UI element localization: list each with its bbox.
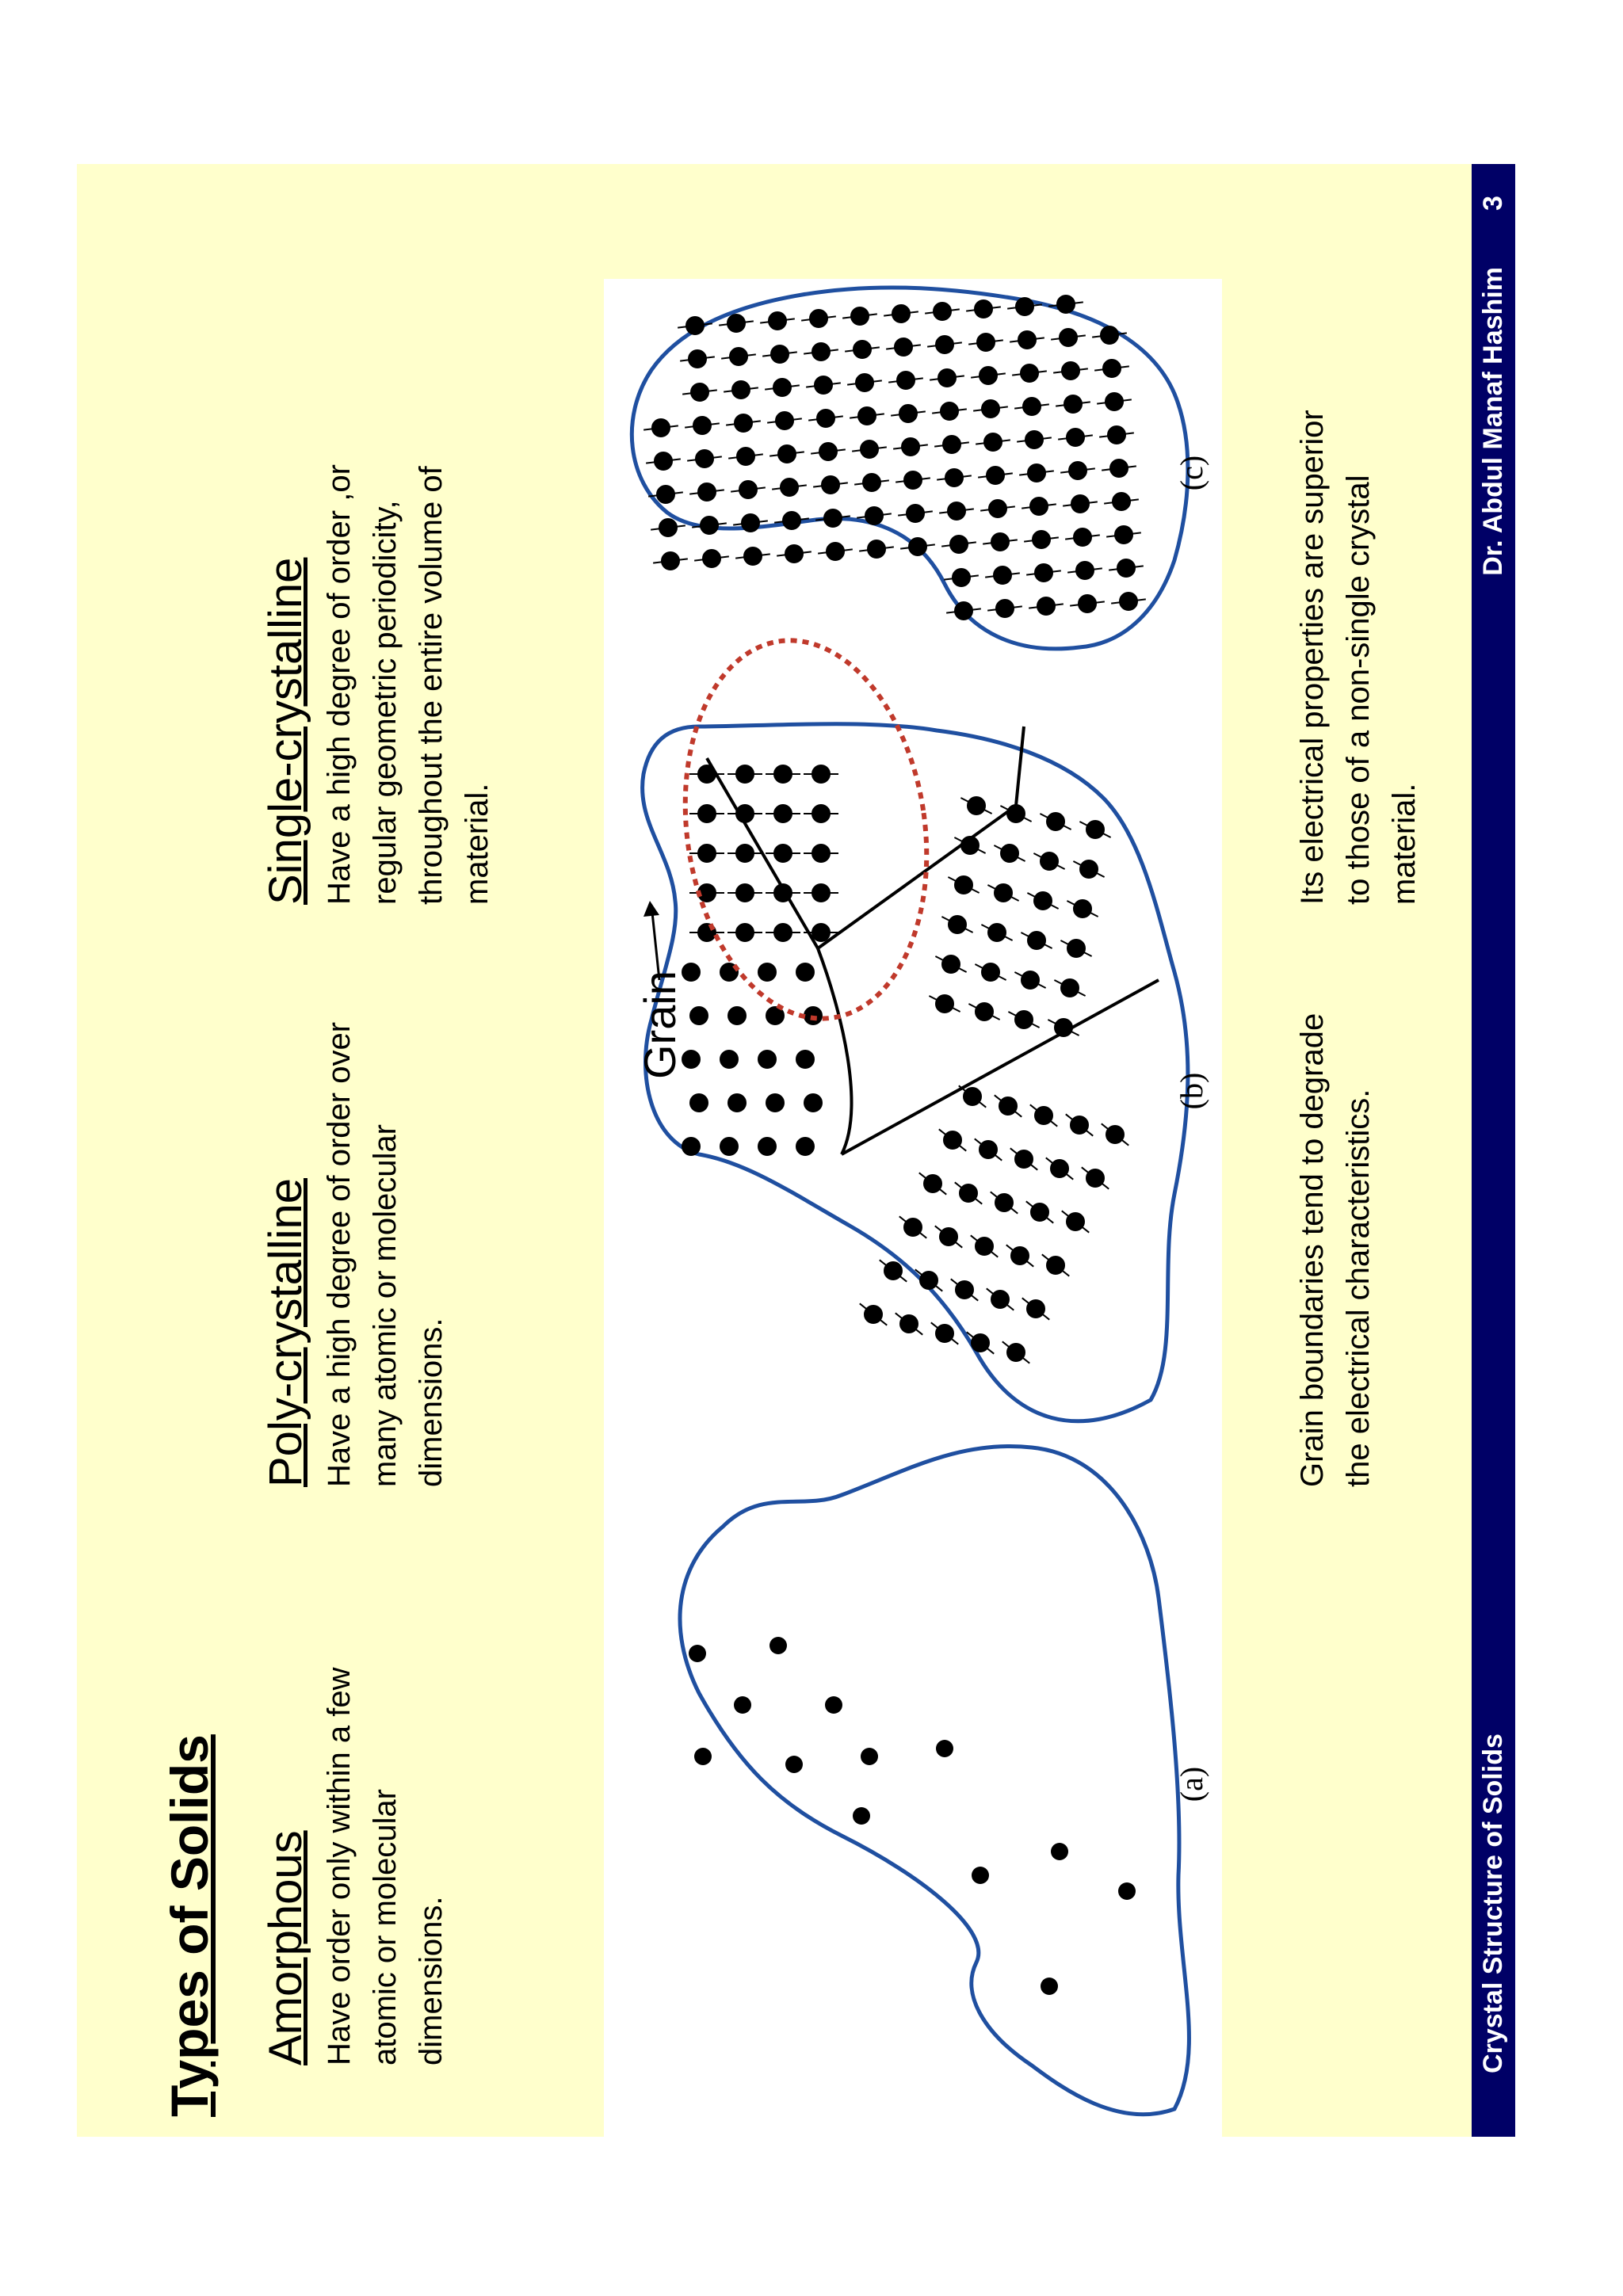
grain-label: Grain: [635, 971, 685, 1079]
footer-author: Dr. Abdul Manaf Hashim: [1478, 267, 1508, 576]
atom: [682, 1051, 700, 1068]
atom: [1018, 331, 1036, 349]
atom: [766, 1094, 784, 1112]
atom: [854, 341, 871, 358]
atom: [1118, 1882, 1136, 1900]
atom: [856, 374, 873, 391]
solids-diagram: [604, 279, 1222, 2137]
atom: [1047, 1257, 1064, 1274]
atom: [1025, 431, 1043, 448]
atom: [819, 443, 837, 460]
atom: [1106, 393, 1123, 410]
text-singlecrystalline: Have a high degree of order ,or regular geometric periodicity, throughout the entire volume of material.: [322, 464, 495, 905]
atom: [701, 517, 718, 534]
atom: [812, 884, 830, 902]
atom: [907, 505, 924, 522]
atom: [1117, 559, 1135, 577]
slide: [77, 164, 1515, 2137]
atom: [996, 600, 1014, 617]
atom: [774, 765, 792, 783]
atom: [659, 519, 677, 536]
atom: [991, 533, 1009, 551]
atom: [955, 876, 972, 894]
atom: [988, 924, 1006, 941]
atom: [961, 837, 979, 854]
atom: [1086, 821, 1104, 838]
atom: [736, 924, 754, 941]
atom: [1080, 860, 1098, 878]
atom: [774, 805, 792, 822]
atom: [984, 433, 1002, 451]
atom: [698, 805, 716, 822]
atom: [1067, 1213, 1084, 1230]
atom: [815, 376, 832, 394]
figure-label-c: (c): [1174, 455, 1209, 491]
atom: [853, 1807, 870, 1825]
atom: [769, 312, 786, 330]
atom: [975, 300, 992, 318]
atom: [682, 963, 700, 981]
atom: [1033, 531, 1050, 548]
atom: [827, 543, 844, 560]
atom: [949, 916, 966, 933]
atom: [1120, 593, 1137, 610]
atom: [744, 547, 762, 565]
atom: [945, 469, 963, 486]
atom: [824, 509, 842, 527]
heading-singlecrystalline: Single-crystalline: [260, 557, 311, 905]
atom: [1106, 1126, 1124, 1143]
atom: [868, 540, 885, 558]
atom: [728, 1007, 746, 1024]
atom: [1037, 597, 1055, 615]
atom: [1086, 1169, 1104, 1187]
atom: [810, 310, 827, 327]
atom: [1071, 1116, 1088, 1134]
atom: [774, 884, 792, 902]
atom: [982, 963, 999, 981]
atom: [778, 445, 796, 463]
atom: [785, 1756, 803, 1773]
atom: [1074, 900, 1091, 917]
grain-arrow: [651, 905, 659, 980]
atom: [727, 315, 745, 332]
atom: [1041, 852, 1058, 870]
amorphous-figure: [680, 1446, 1209, 2114]
atom: [825, 1696, 842, 1714]
atom: [720, 1138, 738, 1155]
atom: [736, 805, 754, 822]
atom: [758, 1138, 776, 1155]
atom: [1110, 460, 1128, 477]
text-polycrystalline: Have a high degree of order over many atomic or molecular dimensions.: [322, 1021, 449, 1487]
atom: [812, 845, 830, 862]
atom: [812, 924, 830, 941]
atom: [938, 369, 956, 387]
atom: [920, 1272, 938, 1289]
atom: [994, 566, 1011, 584]
atom: [991, 1291, 1009, 1308]
atom: [1074, 528, 1091, 546]
atom: [812, 765, 830, 783]
atom: [812, 343, 830, 360]
atom: [1041, 1978, 1058, 1995]
atom: [1103, 360, 1121, 377]
atom: [977, 334, 995, 351]
atom: [943, 436, 960, 453]
atom: [773, 379, 791, 396]
atom: [730, 348, 747, 365]
atom: [924, 1175, 941, 1192]
atom: [769, 1637, 787, 1654]
atom: [1108, 426, 1125, 444]
atom: [953, 569, 970, 586]
atom: [690, 1007, 708, 1024]
atom: [1035, 564, 1052, 582]
atom: [1057, 296, 1075, 313]
atom: [758, 963, 776, 981]
atom: [739, 481, 757, 498]
atom: [698, 483, 716, 501]
atom: [691, 383, 708, 401]
atom: [732, 381, 750, 399]
atom: [989, 500, 1006, 517]
atom: [736, 884, 754, 902]
atom: [909, 538, 926, 555]
atom: [1016, 298, 1033, 315]
atom: [1021, 364, 1038, 382]
slide-title: Types of Solids: [160, 1734, 219, 2117]
atom: [936, 1740, 953, 1757]
atom: [771, 345, 789, 363]
atom: [703, 550, 720, 567]
atom: [976, 1238, 993, 1255]
atom: [941, 402, 958, 420]
heading-polycrystalline: Poly-crystalline: [260, 1178, 311, 1487]
atom: [822, 476, 839, 494]
atom: [728, 1094, 746, 1112]
atom: [948, 502, 965, 520]
atom: [1113, 493, 1130, 510]
atom: [1055, 1019, 1072, 1036]
atom: [689, 350, 706, 368]
atom: [1011, 1247, 1029, 1264]
atom: [1047, 813, 1064, 830]
atom: [1023, 398, 1041, 415]
atom: [796, 1138, 814, 1155]
atom: [858, 407, 876, 425]
atom: [936, 1325, 953, 1342]
polycrystalline-figure: [635, 624, 1209, 1421]
atom: [776, 412, 793, 429]
atom: [884, 1262, 902, 1280]
atom: [972, 1334, 989, 1352]
atom: [892, 305, 910, 322]
atom: [1028, 464, 1045, 482]
atom: [734, 1696, 751, 1714]
atom: [742, 514, 759, 532]
atom: [1071, 495, 1089, 513]
atom: [1061, 979, 1079, 997]
atom: [783, 512, 800, 529]
atom: [980, 1141, 997, 1158]
atom: [950, 536, 968, 553]
atom: [995, 1194, 1013, 1211]
atom: [652, 419, 670, 437]
atom: [936, 995, 953, 1013]
atom: [1064, 395, 1082, 413]
atom: [980, 367, 997, 384]
atom: [955, 602, 972, 620]
atom: [1007, 805, 1025, 822]
atom: [904, 1219, 922, 1236]
atom: [689, 1645, 706, 1662]
atom: [657, 486, 674, 503]
atom: [944, 1131, 961, 1149]
atom: [1067, 429, 1084, 446]
atom: [774, 924, 792, 941]
atom: [1015, 1150, 1033, 1168]
atom: [976, 1003, 993, 1020]
atom: [1062, 362, 1079, 379]
atom: [895, 338, 912, 356]
atom: [861, 441, 878, 458]
atom: [851, 307, 869, 325]
figure-label-a: (a): [1174, 1766, 1209, 1802]
atom: [956, 1281, 973, 1299]
atom: [936, 336, 953, 353]
note-polycrystalline: Grain boundaries tend to degrade the electrical characteristics.: [1295, 1013, 1376, 1487]
singlecrystalline-figure: [632, 288, 1209, 649]
atom: [720, 1051, 738, 1068]
atom: [698, 845, 716, 862]
atom: [1031, 1203, 1048, 1221]
atom: [1101, 326, 1118, 344]
atom: [861, 1748, 878, 1765]
footer-bar: [1472, 164, 1515, 2137]
polycrystalline-outline: [643, 724, 1188, 1421]
figure-label-b: (b): [1174, 1072, 1209, 1110]
atom: [1030, 498, 1048, 515]
atom: [1007, 1344, 1025, 1361]
page-number: 3: [1478, 196, 1508, 211]
atom: [897, 372, 915, 389]
atom: [1035, 1107, 1052, 1124]
atom: [899, 405, 917, 422]
atom: [693, 417, 711, 434]
atom: [737, 448, 754, 465]
atom: [1060, 329, 1077, 346]
atom: [686, 317, 704, 334]
amorphous-outline: [680, 1446, 1189, 2114]
atom: [796, 1051, 814, 1068]
atom: [1034, 892, 1052, 910]
atom: [817, 410, 834, 427]
atom: [1028, 932, 1045, 949]
atom: [1067, 940, 1085, 957]
atom: [1115, 526, 1132, 543]
atom: [964, 1088, 981, 1105]
atom: [735, 414, 752, 432]
atom: [1076, 562, 1094, 579]
text-amorphous: Have order only within a few atomic or molecular dimensions.: [322, 1667, 449, 2065]
atom: [655, 452, 672, 470]
atom: [942, 955, 960, 973]
atom: [698, 765, 716, 783]
atom: [812, 805, 830, 822]
atom: [987, 467, 1004, 484]
atom: [781, 479, 798, 496]
heading-amorphous: Amorphous: [260, 1830, 311, 2065]
atom: [690, 1094, 708, 1112]
atom: [662, 552, 679, 570]
atom: [804, 1094, 822, 1112]
atom: [904, 471, 922, 489]
atom: [960, 1184, 977, 1202]
grain-arrowhead: [643, 901, 659, 917]
atom: [785, 545, 803, 563]
atom: [1069, 462, 1086, 479]
atom: [694, 1748, 712, 1765]
atom: [1015, 1011, 1033, 1028]
atom: [940, 1228, 957, 1245]
atom: [865, 1306, 882, 1323]
atom: [1079, 595, 1096, 612]
atom: [1001, 845, 1018, 862]
atom: [972, 1867, 989, 1884]
atom: [900, 1315, 918, 1333]
atom: [999, 1097, 1017, 1115]
atom: [696, 450, 713, 467]
atom: [982, 400, 999, 418]
footer-course-title: Crystal Structure of Solids: [1478, 1733, 1508, 2073]
atom: [863, 474, 880, 491]
atom: [934, 303, 951, 320]
atom: [1022, 971, 1039, 989]
atom: [736, 765, 754, 783]
atom: [796, 963, 814, 981]
atom: [902, 438, 919, 456]
atom: [1051, 1843, 1068, 1860]
atom: [1051, 1160, 1068, 1177]
atom: [1027, 1300, 1044, 1318]
atom: [995, 884, 1012, 902]
atom: [758, 1051, 776, 1068]
atom: [968, 797, 985, 814]
atom: [865, 507, 883, 524]
atom: [682, 1138, 700, 1155]
atom: [774, 845, 792, 862]
atom: [736, 845, 754, 862]
note-singlecrystalline: Its electrical properties are superior to those of a non-single crystal material.: [1295, 410, 1422, 905]
